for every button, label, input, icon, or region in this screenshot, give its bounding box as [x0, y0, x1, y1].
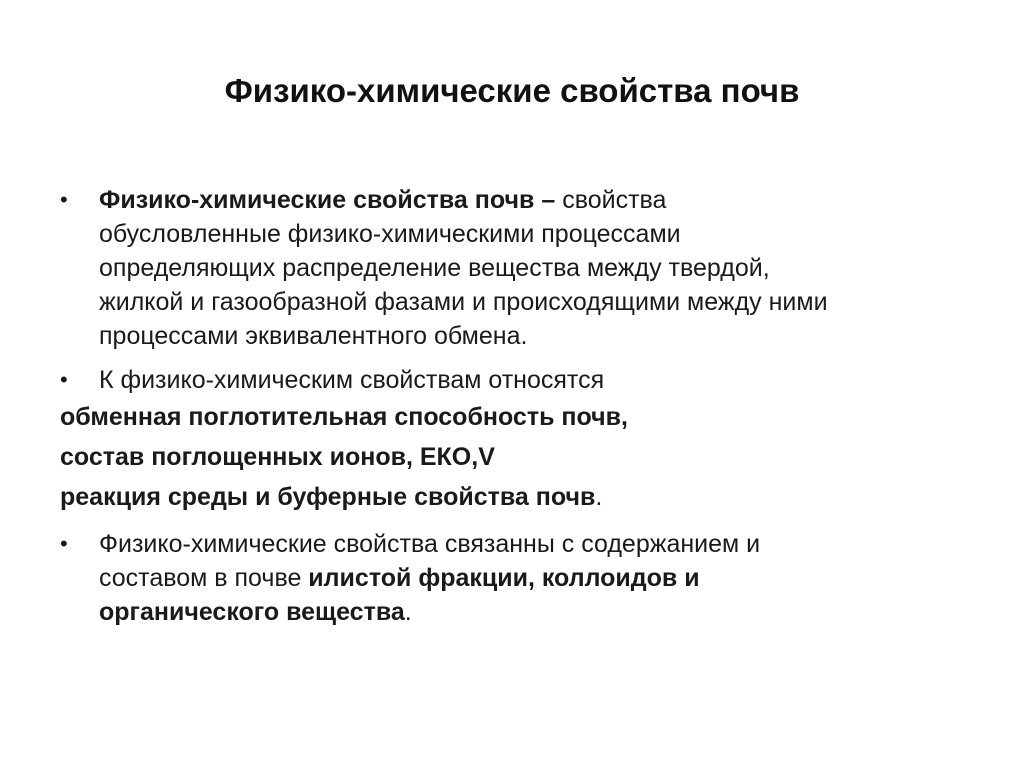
bullet-marker: •: [60, 531, 68, 556]
bullet-includes-text: К физико-химическим свойствам относятся: [99, 366, 605, 394]
bullet-relation-line-2: составом в почве илистой фракции, коллоидов и: [99, 564, 700, 592]
bullet-definition-line-2: обусловленные физико-химическими процессами: [99, 220, 681, 248]
bullet-definition: [60, 183, 980, 353]
bullet-relation-line-3: [99, 595, 980, 629]
bullet-definition-term: Физико-химические свойства почв –: [99, 186, 556, 214]
bullet-relation: [60, 527, 980, 629]
bullet-relation-period: .: [404, 598, 412, 626]
bullet-marker: •: [60, 367, 68, 392]
property-item-absorbed-ions: состав поглощенных ионов, ЕКО,V: [60, 443, 495, 471]
bullet-definition-line-5: процессами эквивалентного обмена.: [99, 322, 528, 350]
bullet-definition-line-3: определяющих распределение вещества между твердой,: [99, 254, 770, 282]
bullet-relation-line-1: Физико-химические свойства связанны с содержанием и: [99, 530, 761, 558]
property-item-exchange-capacity: обменная поглотительная способность почв,: [60, 403, 628, 431]
bullet-includes: [60, 363, 980, 397]
bullet-definition-line-4: жилкой и газообразной фазами и происходящими между ними: [99, 288, 828, 316]
bullet-definition-line-1: [99, 183, 980, 217]
property-item-reaction-buffer: реакция среды и буферные свойства почв.: [60, 483, 603, 511]
bullet-relation-bold-1: илистой фракции, коллоидов и: [308, 564, 700, 592]
slide-content: [60, 183, 980, 629]
bullet-definition-line-1-rest: свойства: [555, 186, 667, 214]
bullet-marker: •: [60, 187, 68, 212]
slide-title: Физико-химические свойства почв: [224, 72, 800, 109]
property-item-reaction-buffer-period: .: [595, 483, 603, 511]
bullet-relation-bold-2: органического вещества: [99, 598, 405, 626]
